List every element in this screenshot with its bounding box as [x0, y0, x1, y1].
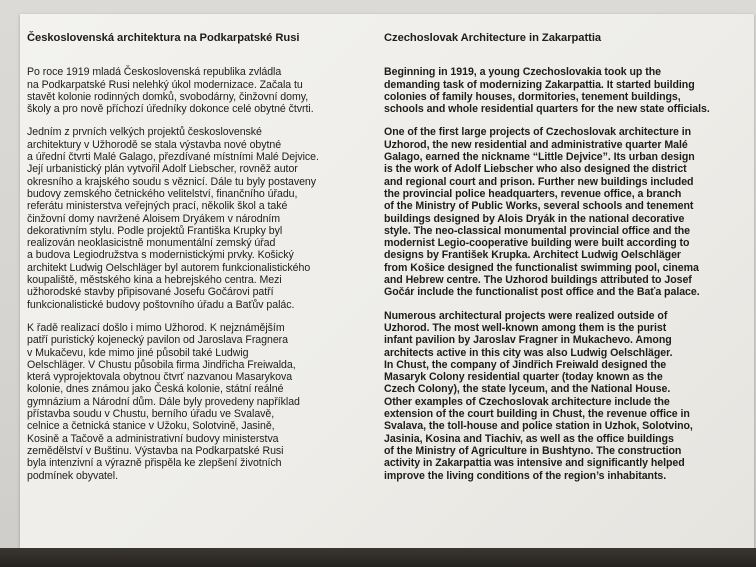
text-line: patří puristický kojenecký pavilon od Jaroslava Fragnera — [27, 334, 288, 347]
text-line: colonies of family houses, dormitories, tenement buildings, — [384, 90, 681, 103]
text-line: koupaliště, městského kina a hebrejského centra. Mezi — [27, 274, 282, 287]
text-line: architekt Ludwig Oelschläger byl autorem funkcionalistického — [27, 261, 311, 274]
text-line: Oelschläger. V Chustu působila firma Jindřicha Freiwalda, — [27, 358, 296, 371]
text-line: kolonie, dnes známou jako Česká kolonie, státní reálné — [27, 383, 284, 396]
text-line: Uzhorod. The most well-known among them is the purist — [384, 321, 667, 334]
text-line: demanding task of modernizing Zakarpattia. It started building — [384, 78, 695, 91]
text-line: modernist Legio-cooperative building were built according to — [384, 237, 690, 250]
text-line: Jedním z prvních velkých projektů československé — [27, 126, 262, 139]
text-line: Uzhorod, the new residential and administrative quarter Malé — [384, 138, 688, 151]
text-line: Její urbanistický plán vytvořil Adolf Liebscher, rovněž autor — [27, 163, 298, 176]
czech-paragraph-2 — [27, 126, 359, 310]
text-line: architektury v Užhorodě se stala výstavba nové obytné — [27, 138, 282, 151]
text-line: zemědělství v Buštinu. Výstavba na Podkarpatské Rusi — [27, 444, 284, 457]
text-line: Gočár include the functionalist post office and the Baťa palace. — [384, 286, 700, 299]
text-line: celnice a četnická stanice v Užoku, Solotvině, Jasině, — [27, 420, 275, 433]
text-line: and regional court and prison. Further new buildings included — [384, 175, 694, 188]
text-line: a budova Legiodružstva s modernistickými prvky. Košický — [27, 249, 294, 262]
text-line: is the work of Adolf Liebscher who also designed the district — [384, 163, 687, 176]
english-paragraph-1 — [384, 66, 734, 115]
text-line: designs by František Krupka. Architect Ludwig Oelschläger — [384, 249, 681, 262]
text-line: gymnázium a Národní dům. Dále byly provedeny například — [27, 395, 300, 408]
text-line: přístavba soudu v Chustu, berního úřadu ve Svalavě, — [27, 408, 275, 421]
text-line: byla intenzivní a výrazně přispěla ke zlepšení životních — [27, 457, 282, 470]
text-line: of the Ministry of Public Works, several schools and tenement — [384, 200, 694, 213]
text-line: školy a pro nově příchozí úředníky dokonce celé obytné čtvrti. — [27, 103, 314, 116]
english-title: Czechoslovak Architecture in Zakarpattia — [384, 32, 602, 44]
text-line: funkcionalistické budovy poštovního úřadu a Baťův palác. — [27, 298, 295, 311]
text-line: One of the first large projects of Czechoslovak architecture in — [384, 126, 692, 139]
text-line: stavět kolonie rodinných domků, svobodárny, činžovní domy, — [27, 90, 309, 103]
text-line: referátu ministerstva veřejných prací, několik škol a také — [27, 200, 288, 213]
text-line: podmínek obyvatel. — [27, 469, 118, 482]
text-line: na Podkarpatské Rusi nelehký úkol modernizace. Začala tu — [27, 78, 303, 91]
text-line: Galago, earned the nickname “Little Dejvice”. Its urban design — [384, 151, 695, 164]
czech-column — [27, 32, 359, 493]
text-line: užhorodské stavby připisované Josefu Gočárovi patří — [27, 286, 274, 299]
text-line: Svalava, the toll-house and police station in Uzhok, Solotvino, — [384, 420, 693, 433]
czech-title: Československá architektura na Podkarpatské Rusi — [27, 32, 300, 44]
text-line: činžovní domy navržené Aloisem Dryákem v národním — [27, 212, 281, 225]
text-line: Beginning in 1919, a young Czechoslovakia took up the — [384, 66, 661, 79]
text-line: K řadě realizací došlo i mimo Užhorod. K nejznámějším — [27, 321, 285, 334]
text-line: Jasinia, Kosina and Tiachiv, as well as the office buildings — [384, 432, 674, 445]
text-line: Masaryk Colony residential quarter (today known as the — [384, 371, 663, 384]
text-line: buildings designed by Alois Dryák in the national decorative — [384, 212, 685, 225]
text-line: infant pavilion by Jaroslav Fragner in Mukachevo. Among — [384, 334, 672, 347]
english-paragraph-2 — [384, 126, 734, 298]
text-line: schools and whole residential quarters for the new state officials. — [384, 103, 710, 116]
text-line: budovy zemského četnického velitelství, finančního úřadu, — [27, 187, 298, 200]
czech-paragraph-3 — [27, 322, 359, 482]
text-line: Po roce 1919 mladá Československá republika zvládla — [27, 66, 282, 79]
text-line: and Hebrew centre. The Uzhorod buildings attributed to Josef — [384, 274, 692, 287]
english-column — [384, 32, 734, 493]
text-line: from Košice designed the functionalist swimming pool, cinema — [384, 261, 699, 274]
text-line: okresního a krajského soudu s věznicí. Dále tu byly postaveny — [27, 175, 317, 188]
text-line: activity in Zakarpattia was intensive and significantly helped — [384, 457, 685, 470]
floor-shadow — [0, 548, 756, 567]
text-line: improve the living conditions of the region’s inhabitants. — [384, 469, 667, 482]
text-line: realizován neoklasicistně monumentální zemský úřad — [27, 237, 276, 250]
text-line: of the Ministry of Agriculture in Bushtyno. The construction — [384, 444, 682, 457]
text-line: dekorativním stylu. Podle projektů Františka Krupky byl — [27, 224, 283, 237]
text-line: která vyprojektovala obytnou čtvrť nazvanou Masarykova — [27, 371, 293, 384]
czech-paragraph-1 — [27, 66, 359, 115]
text-line: Numerous architectural projects were realized outside of — [384, 309, 668, 322]
text-line: Other examples of Czechoslovak architecture include the — [384, 395, 670, 408]
text-line: architects active in this city was also Ludwig Oelschläger. — [384, 346, 673, 359]
english-paragraph-3 — [384, 310, 734, 482]
text-line: In Chust, the company of Jindřich Freiwald designed the — [384, 358, 667, 371]
text-line: the provincial police headquarters, revenue office, a branch — [384, 187, 682, 200]
text-line: Kosině a Tačově a administrativní budovy ministerstva — [27, 432, 279, 445]
text-line: extension of the court building in Chust, the revenue office in — [384, 408, 690, 421]
text-line: Czech Colony), the state lyceum, and the National House. — [384, 383, 671, 396]
text-line: a úřední čtvrti Malé Galago, přezdívané místními Malé Dejvice. — [27, 151, 319, 164]
text-line: style. The neo-classical monumental provincial office and the — [384, 224, 691, 237]
text-line: v Mukačevu, kde mimo jiné působil také Ludwig — [27, 346, 249, 359]
